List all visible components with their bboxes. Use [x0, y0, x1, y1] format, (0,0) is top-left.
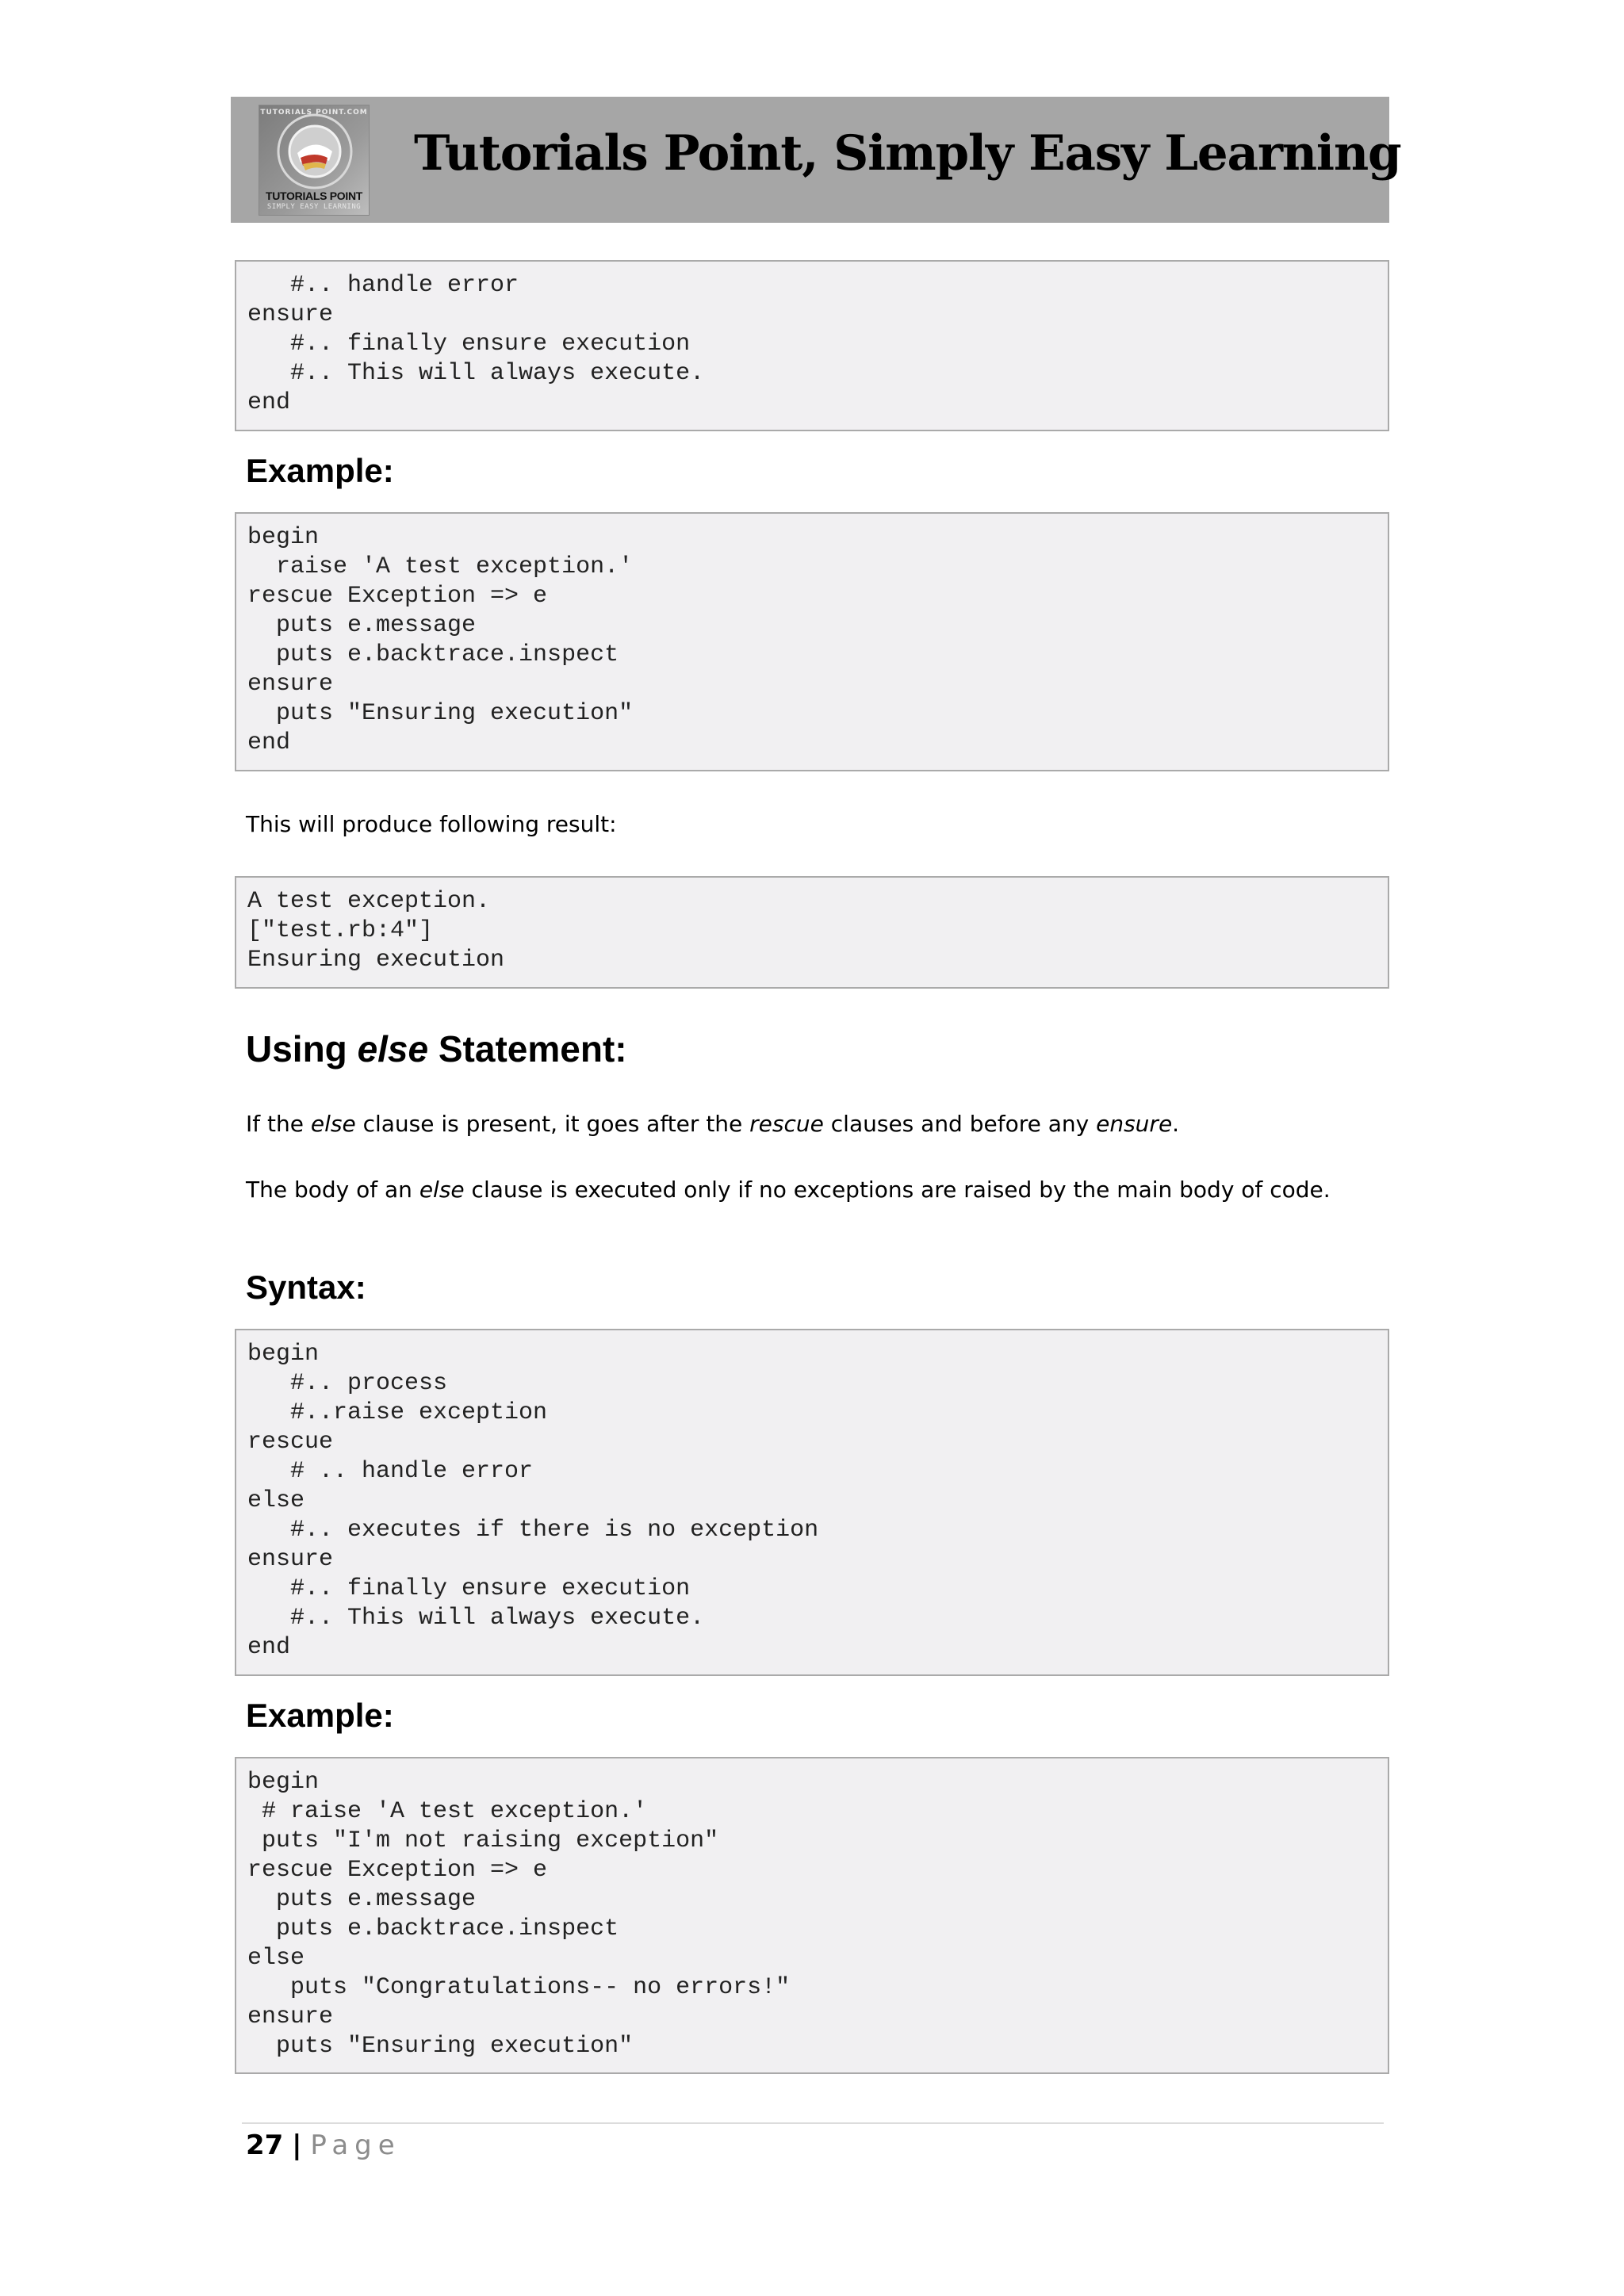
text-run: . — [1172, 1111, 1180, 1137]
code-text: A test exception. ["test.rb:4"] Ensuring execution — [247, 888, 505, 974]
tutorials-point-logo — [259, 105, 370, 216]
page-label: Page — [310, 2130, 401, 2161]
page-number: 27 — [246, 2130, 284, 2161]
else-paragraph-2 — [246, 1176, 1380, 1203]
text-run: clause is present, it goes after the — [355, 1111, 750, 1137]
section-heading-keyword: else — [357, 1028, 429, 1070]
code-text: begin #.. process #..raise exception rescue # .. handle error else #.. executes if there is no exception ensure #.. finally ensure execution #.. This will always execute. end — [247, 1341, 819, 1661]
keyword-else: else — [419, 1177, 465, 1203]
header-title: Tutorials Point, Simply Easy Learning — [414, 125, 1401, 182]
keyword-else: else — [310, 1111, 356, 1137]
keyword-ensure: ensure — [1096, 1111, 1173, 1137]
code-block-syntax-continued — [235, 260, 1389, 431]
page-footer — [246, 2130, 401, 2161]
text-run: clauses and before any — [823, 1111, 1097, 1137]
page-header — [231, 97, 1401, 223]
code-block-syntax-else — [235, 1329, 1389, 1676]
else-paragraph-1 — [246, 1110, 1380, 1138]
text-run: If the — [246, 1111, 311, 1137]
heading-syntax: Syntax: — [246, 1269, 366, 1306]
code-block-example-else — [235, 1757, 1389, 2074]
code-text: begin raise 'A test exception.' rescue Exception => e puts e.message puts e.backtrace.inspect ensure puts "Ensuring execution" end — [247, 524, 634, 756]
text-run: clause is executed only if no exceptions are raised by the main body of code. — [464, 1177, 1331, 1203]
code-text: begin # raise 'A test exception.' puts "I'm not raising exception" rescue Exception => e puts e.message puts e.backtrace.inspect else puts "Congratulations-- no errors!" ensure puts "Ensuring execution" — [247, 1769, 791, 2060]
code-block-example-ensure — [235, 512, 1389, 771]
section-heading-else — [246, 1027, 627, 1070]
heading-example: Example: — [246, 1697, 394, 1734]
logo-sub-text: SIMPLY EASY LEARNING — [266, 203, 362, 211]
keyword-rescue: rescue — [749, 1111, 824, 1137]
logo-ring-text: TUTORIALS POINT.COM — [260, 109, 368, 117]
footer-separator: | — [292, 2130, 302, 2161]
code-block-result — [235, 876, 1389, 989]
text-run: The body of an — [246, 1177, 419, 1203]
logo-main-text: TUTORIALS POINT — [265, 189, 363, 202]
code-text: #.. handle error ensure #.. finally ensure execution #.. This will always execute. end — [247, 272, 705, 416]
heading-example: Example: — [246, 452, 394, 489]
footer-divider — [242, 2122, 1384, 2124]
section-heading-suffix: Statement: — [428, 1028, 627, 1070]
section-heading-prefix: Using — [246, 1028, 358, 1070]
result-intro-text: This will produce following result: — [246, 811, 617, 837]
